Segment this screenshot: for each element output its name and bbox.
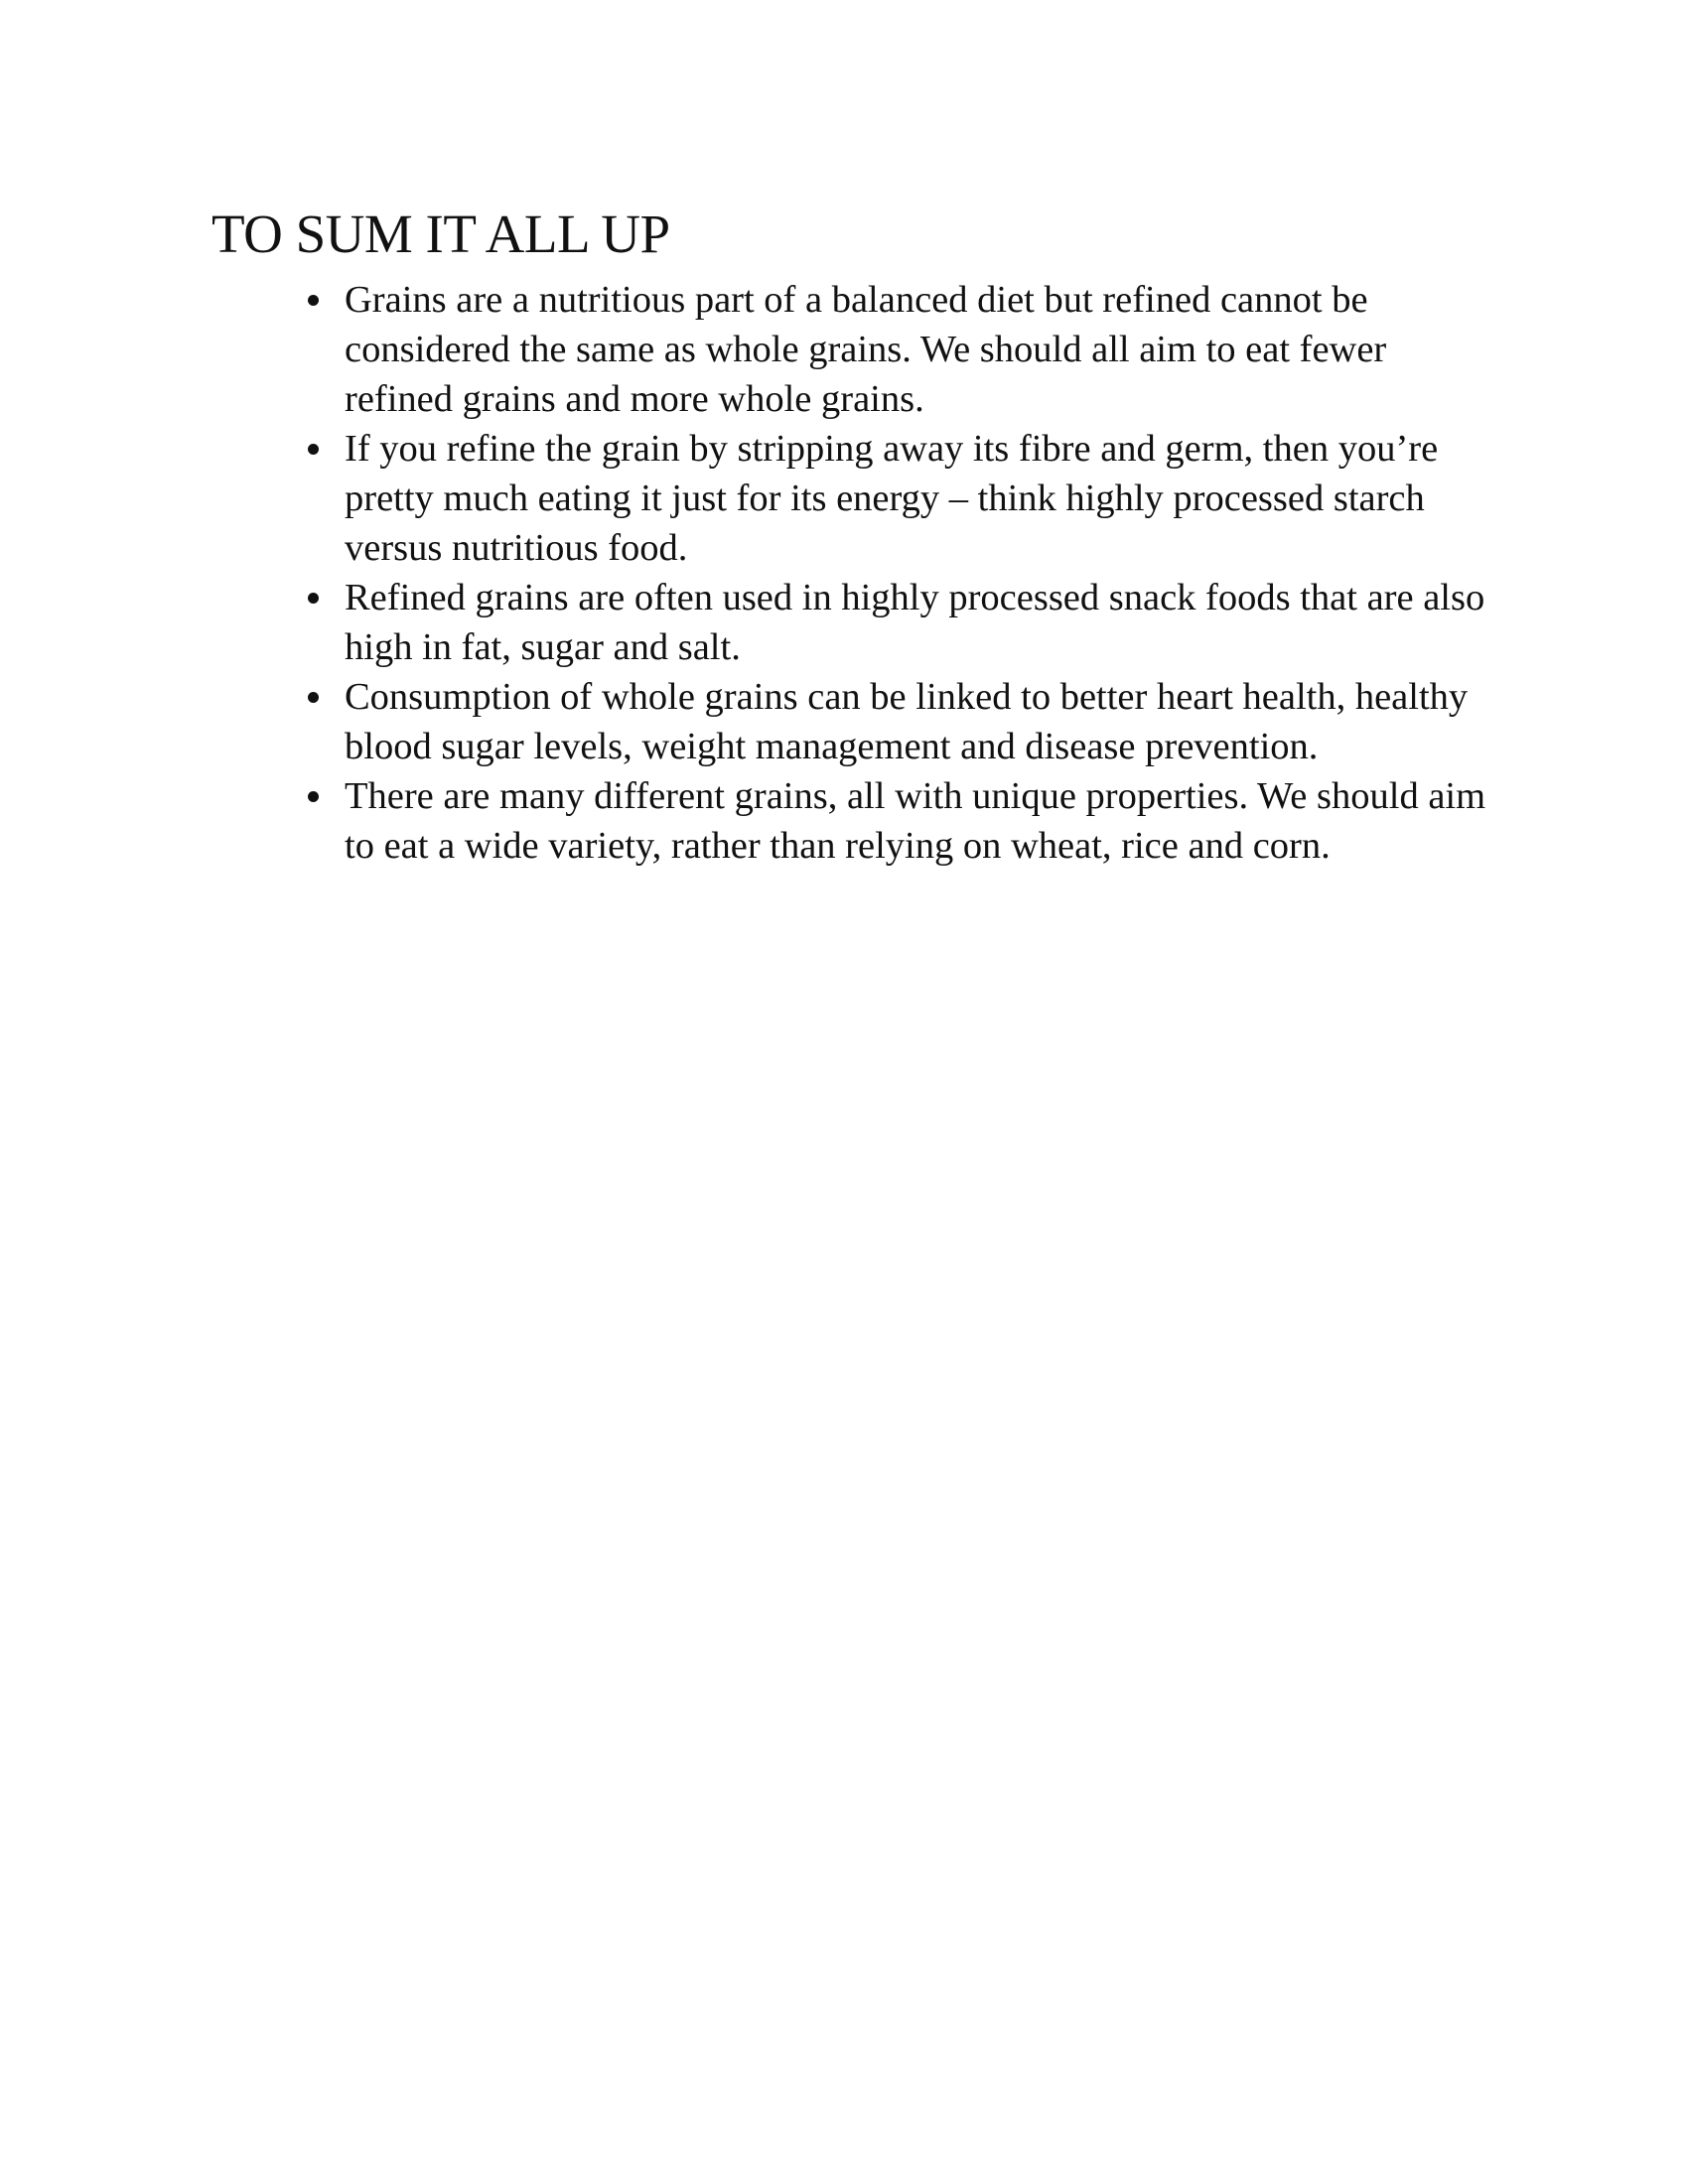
list-item (345, 573, 1486, 672)
page-title: TO SUM IT ALL UP (211, 204, 670, 264)
bullet-icon (308, 791, 319, 802)
list-item-text: Refined grains are often used in highly processed snack foods that are also high in fat, sugar and salt. (345, 577, 1485, 668)
list-item-text: Grains are a nutritious part of a balanced diet but refined cannot be considered the same as whole grains. We should all aim to eat fewer refined grains and more whole grains. (345, 279, 1387, 420)
list-item-text: There are many different grains, all with unique properties. We should aim to eat a wide variety, rather than relying on wheat, rice and corn. (345, 775, 1486, 867)
list-item-text: If you refine the grain by stripping away its fibre and germ, then you’re pretty much eating it just for its energy – think highly processed starch versus nutritious food. (345, 428, 1439, 569)
bullet-icon (308, 295, 319, 306)
bullet-icon (308, 692, 319, 703)
list-item (345, 275, 1486, 424)
list-item-text: Consumption of whole grains can be linked to better heart health, healthy blood sugar levels, weight management and disease prevention. (345, 676, 1469, 767)
list-item (345, 672, 1486, 771)
list-item (345, 424, 1486, 573)
bullet-icon (308, 444, 319, 455)
bullet-icon (308, 593, 319, 604)
list-item (345, 771, 1486, 871)
summary-bullet-list (345, 275, 1486, 871)
